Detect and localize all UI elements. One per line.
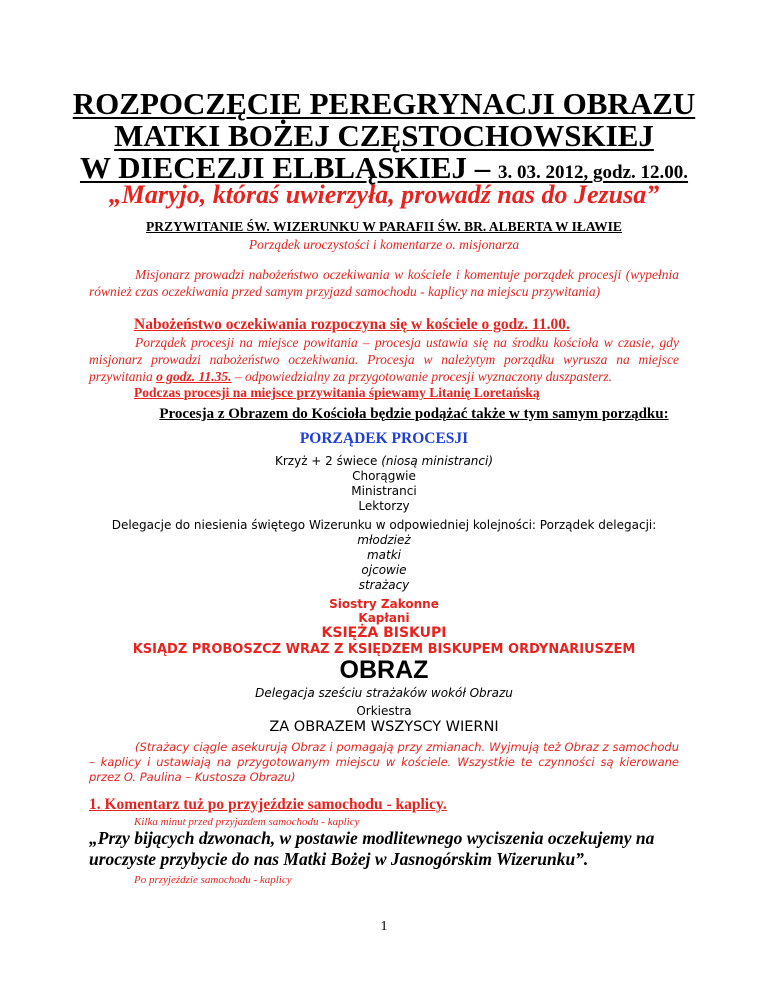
motto: „Maryjo, któraś uwierzyła, prowadź nas do Jezusa” — [108, 180, 660, 209]
procession-item: Lektorzy — [358, 499, 410, 513]
delegation-item: młodzież — [357, 533, 411, 547]
section-heading: PRZYWITANIE ŚW. WIZERUNKU W PARAFII ŚW. BR. ALBERTA W IŁAWIE — [146, 219, 622, 234]
litany-notice: Podczas procesji na miejsce przywitania śpiewamy Litanię Loretańską — [134, 385, 540, 400]
parish-priest-line: KSIĄDZ PROBOSZCZ WRAZ Z KSIĘDZEM BISKUPEM ORDYNARIUSZEM — [132, 642, 636, 657]
start-notice: Nabożeństwo oczekiwania rozpoczyna się w kościele o godz. 11.00. — [134, 316, 570, 333]
sisters-line: Siostry Zakonne — [329, 597, 439, 611]
para2-text-b: – odpowiedzialny za przygotowanie procesji wyznaczony duszpasterz. — [231, 369, 613, 384]
procession-item: Ministranci — [351, 484, 417, 498]
cross-and-candles: Krzyż + 2 świece — [274, 454, 382, 468]
procession-cross-line — [0, 454, 768, 469]
page-number: 1 — [380, 919, 388, 934]
procession-order-paragraph — [89, 334, 679, 385]
faithful-line: ZA OBRAZEM WSZYSCY WIERNI — [269, 719, 499, 735]
comment-1-quote: „Przy bijących dzwonach, w postawie modlitewnego wyciszenia oczekujemy na uroczyste przybycie do nas Matki Bożej w Jasnogórskim Wizerunku”. — [89, 828, 655, 869]
departure-time: o godz. 11.35. — [156, 369, 232, 384]
title-line-3-main: W DIECEZJI ELBLĄSKIEJ – — [79, 150, 491, 185]
cross-bearers-note: (niosą ministranci) — [381, 454, 494, 468]
para2-text-a: Porządek procesji na miejsce powitania – procesja ustawia się na środku kościoła w czasie, gdy misjonarz prowadzi nabożeństwo oczekiwania. Procesja w należytym porządku wyrusza na miejsce przywitania — [89, 335, 679, 384]
comment-1-heading: 1. Komentarz tuż po przyjeździe samochodu - kaplicy. — [89, 796, 447, 813]
title-date: 3. 03. 2012, godz. 12.00. — [498, 162, 689, 183]
delegation-item: matki — [366, 548, 402, 562]
procession-title: PORZĄDEK PROCESJI — [299, 430, 469, 447]
procession-item: Chorągwie — [352, 469, 416, 483]
priests-line: Kapłani — [358, 611, 410, 625]
image-line: OBRAZ — [339, 656, 429, 684]
bishops-line: KSIĘŻA BISKUPI — [321, 625, 447, 641]
delegation-item: strażacy — [358, 578, 410, 592]
delegation-item: ojcowie — [361, 563, 407, 577]
comment-1-timing: Kilka minut przed przyjazdem samochodu - kaplicy — [134, 816, 360, 828]
intro-paragraph: Misjonarz prowadzi nabożeństwo oczekiwania w kościele i komentuje porządek procesji (wypełnia również czas oczekiwania przed samym przyjazd samochodu - kaplicy na miejscu przywitania) — [89, 267, 679, 299]
comment-1-after: Po przyjeździe samochodu - kaplicy — [134, 874, 292, 886]
firefighters-note: (Strażacy ciągle asekurują Obraz i pomagają przy zmianach. Wyjmują też Obraz z samochodu – kaplicy i ustawiają na przygotowanym miejscu w kościele. Wszystkie te czynności są kierowane przez O. Paulina – Kustosza Obrazu) — [89, 740, 679, 784]
orchestra-line: Orkiestra — [356, 704, 412, 718]
firefighters-delegation: Delegacja sześciu strażaków wokół Obrazu — [255, 686, 513, 700]
title-line-2: MATKI BOŻEJ CZĘSTOCHOWSKIEJ — [114, 118, 654, 153]
return-procession-notice: Procesja z Obrazem do Kościoła będzie podążać także w tym samym porządku: — [159, 406, 669, 422]
delegations-intro: Delegacje do niesienia świętego Wizerunku w odpowiedniej kolejności: Porządek delegacji: — [111, 518, 657, 532]
title-line-1: ROZPOCZĘCIE PEREGRYNACJI OBRAZU — [72, 86, 696, 121]
section-subheading: Porządek uroczystości i komentarze o. misjonarza — [248, 237, 520, 252]
